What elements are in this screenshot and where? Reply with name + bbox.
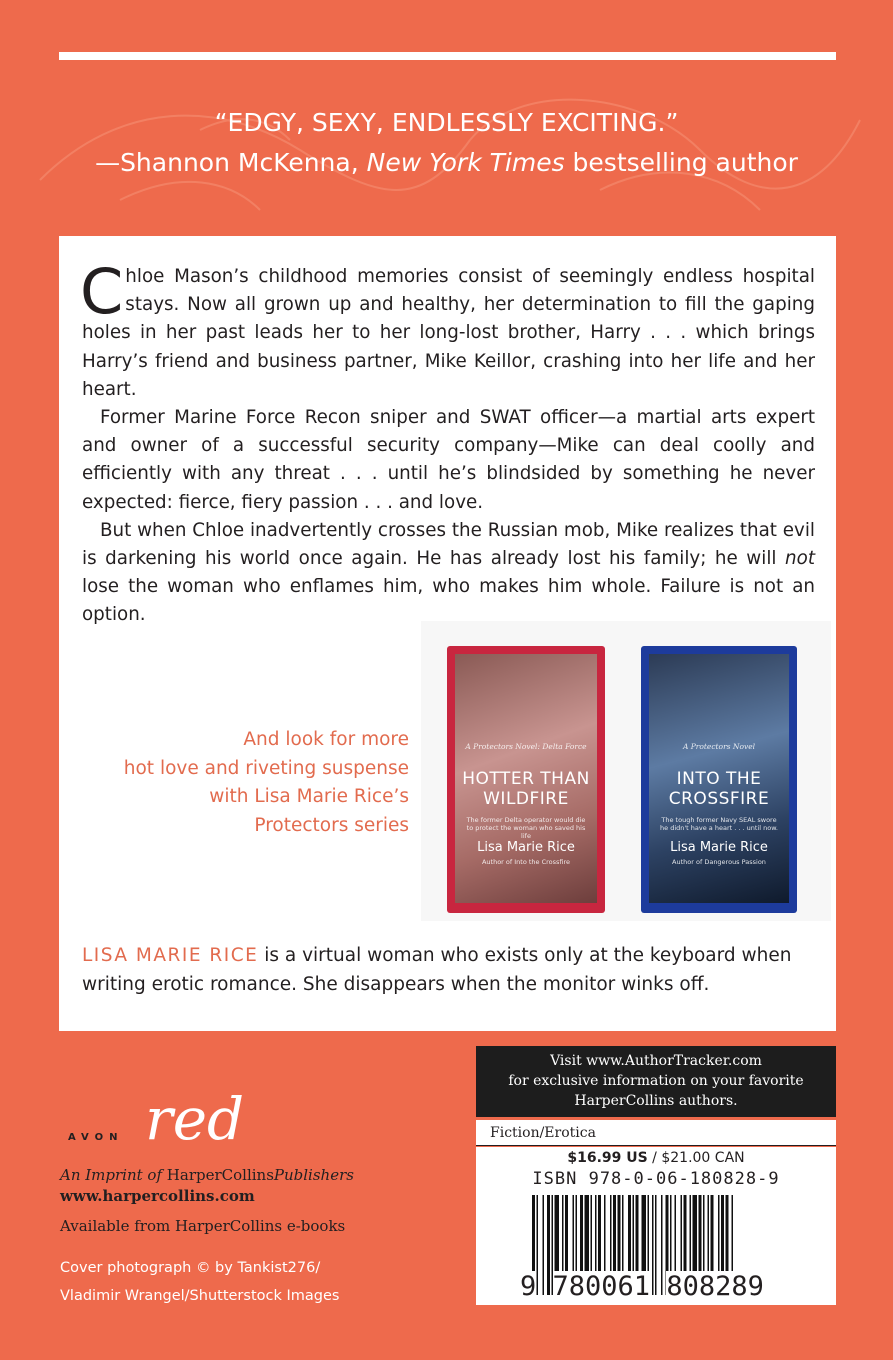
isbn-text: ISBN 978-0-06-180828-9 [532, 1169, 780, 1189]
barcode-first-digit: 9 [520, 1271, 537, 1302]
price-can: / $21.00 CAN [647, 1150, 745, 1166]
imprint-publishers: Publishers [273, 1166, 354, 1184]
cover-image [455, 654, 597, 903]
blurb-paragraph-3-b: lose the woman who enflames him, who makes him whole. Failure is not an option. [82, 576, 815, 626]
top-rule [59, 52, 836, 60]
publisher-block [60, 1085, 460, 1304]
cover-title-line: INTO THE [676, 769, 762, 789]
red-logo-text: red [145, 1085, 245, 1153]
tracker-line: Visit www.AuthorTracker.com [550, 1053, 762, 1069]
cover-author: Lisa Marie Rice [477, 840, 575, 855]
quote-attribution-publication: New York Times [366, 148, 565, 177]
cover-tagline: The tough former Navy SEAL swore he didn't have a heart . . . until now. [660, 816, 778, 832]
cover-series: A Protectors Novel [682, 742, 756, 751]
credit-line: Vladimir Wrangel/Shutterstock Images [60, 1288, 340, 1304]
author-name: LISA MARIE RICE [82, 945, 259, 966]
genre-label: Fiction/Erotica [476, 1120, 836, 1146]
cover-title [455, 769, 597, 809]
cover-author: Lisa Marie Rice [670, 840, 768, 855]
quote-line: “EDGY, SEXY, ENDLESSLY EXCITING.” [214, 108, 679, 137]
promo-line: with Lisa Marie Rice’s [209, 786, 409, 807]
book-cover-into-the-crossfire [641, 646, 797, 913]
promo-line: And look for more [243, 729, 409, 750]
promo-line: hot love and riveting suspense [123, 757, 409, 779]
promo-line: Protectors series [254, 814, 409, 836]
cover-credit [60, 1254, 339, 1310]
barcode-right-digits: 808289 [666, 1271, 764, 1302]
author-tracker-box [476, 1046, 836, 1117]
imprint-prefix: An Imprint of [60, 1166, 163, 1184]
credit-line: Cover photograph © by Tankist276/ [60, 1260, 321, 1276]
barcode-left-digits: 780061 [552, 1271, 651, 1302]
barcode-box [476, 1147, 836, 1305]
imprint-name: HarperCollins [162, 1166, 274, 1184]
avon-red-logo [60, 1085, 460, 1153]
author-bio [82, 942, 817, 999]
imprint-line [60, 1164, 354, 1186]
barcode-digits [520, 1271, 820, 1302]
blurb-paragraph-3-a: But when Chloe inadvertently crosses the Russian mob, Mike realizes that evil is darkening his world once again. He has already lost his family; he will [82, 519, 816, 570]
cover-title-line: WILDFIRE [483, 789, 569, 809]
cover-series: A Protectors Novel: Delta Force [465, 742, 587, 751]
tracker-line: HarperCollins authors. [574, 1093, 738, 1109]
quote-attribution-suffix: bestselling author [564, 148, 798, 177]
price-line [476, 1150, 836, 1166]
book-cover-hotter-than-wildfire [447, 646, 605, 913]
series-books [421, 621, 831, 921]
series-promo [59, 726, 409, 840]
cover-title-line: HOTTER THAN [462, 769, 590, 789]
blurb-paragraph-3-emphasis: not [785, 548, 815, 570]
cover-author-sub: Author of Dangerous Passion [672, 858, 766, 866]
cover-image [649, 654, 789, 903]
tracker-line: for exclusive information on your favorite [508, 1073, 804, 1089]
cover-title [649, 769, 789, 809]
cover-tagline: The former Delta operator would die to protect the woman who saved his life [466, 816, 586, 840]
description-panel [59, 236, 836, 1031]
quote-attribution [0, 143, 893, 183]
drop-cap: C [80, 255, 124, 328]
blurb-paragraph-1 [80, 255, 815, 404]
cover-title-line: CROSSFIRE [668, 789, 770, 809]
blurb-paragraph-2: Former Marine Force Recon sniper and SWAT officer—a martial arts expert and owner of a successful security company—Mike can deal coolly and efficiently with any threat . . . until he’s blindsided by something he never expected: fierce, fiery passion . . . and love. [82, 407, 815, 513]
blurb-paragraph-3 [82, 517, 815, 630]
author-bio-text: is a virtual woman who exists only at the keyboard when writing erotic romance. She disappears when the monitor winks off. [82, 945, 792, 995]
book-blurb [80, 255, 816, 630]
cover-author-sub: Author of Into the Crossfire [481, 858, 571, 866]
endorsement-quote [0, 103, 893, 183]
avon-logo-text: AVON [68, 1132, 124, 1143]
quote-attribution-prefix: —Shannon McKenna, [95, 148, 367, 177]
publisher-website: www.harpercollins.com [60, 1187, 255, 1205]
blurb-paragraph-1-text: hloe Mason’s childhood memories consist of seemingly endless hospital stays. Now all grown up and healthy, her determination to fill the gaping holes in her past leads her to her long-lost brother, Harry . . . which brings Harry’s friend and business partner, Mike Keillor, crashing into her life and her heart. [82, 266, 815, 400]
ebooks-note: Available from HarperCollins e-books [60, 1217, 346, 1235]
price-us: $16.99 US [567, 1150, 648, 1166]
